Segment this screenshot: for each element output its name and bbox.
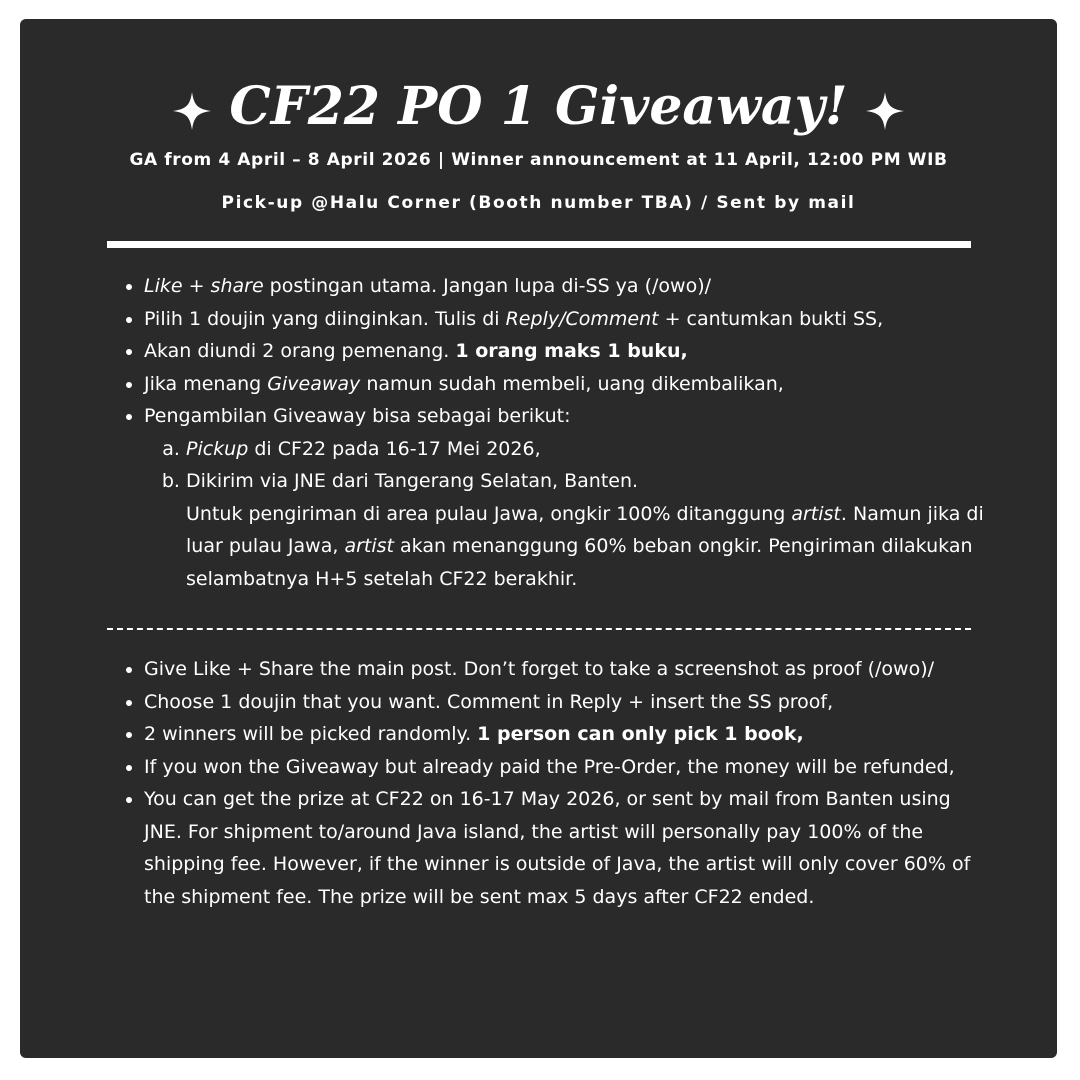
rules-list-english xyxy=(20,653,984,913)
list-item: • Pengambilan Giveaway bisa sebagai berikut: a. Pickup di CF22 pada 16-17 Mei 2026, b. Dikirim via JNE dari Tangerang Selatan, Banten. Untuk pengiriman di area pulau Jawa, ongkir 100% ditanggung artist. Namun jika di luar pulau Jawa, artist akan menanggung 60% beban ongkir. Pengiriman dilakukan selambatnya H+5 setelah CF22 berakhir. xyxy=(144,400,984,595)
title-text: CF22 PO 1 Giveaway! xyxy=(229,76,848,137)
rules-list-indonesian xyxy=(20,270,984,595)
list-item: • Choose 1 doujin that you want. Comment in Reply + insert the SS proof, xyxy=(144,686,984,719)
page-title xyxy=(20,77,1057,137)
list-item: • Akan diundi 2 orang pemenang. 1 orang maks 1 buku, xyxy=(144,335,984,368)
divider-solid xyxy=(107,241,971,248)
giveaway-card xyxy=(20,19,1057,1058)
list-item: • Jika menang Giveaway namun sudah membeli, uang dikembalikan, xyxy=(144,368,984,401)
list-item: • Like + share postingan utama. Jangan lupa di-SS ya (/owo)/ xyxy=(144,270,984,303)
subtitle-pickup: Pick-up @Halu Corner (Booth number TBA) / Sent by mail xyxy=(221,193,856,213)
list-item: • If you won the Giveaway but already paid the Pre-Order, the money will be refunded, xyxy=(144,751,984,784)
list-item: • Pilih 1 doujin yang diinginkan. Tulis di Reply/Comment + cantumkan bukti SS, xyxy=(144,303,984,336)
list-item: b. Dikirim via JNE dari Tangerang Selatan, Banten. Untuk pengiriman di area pulau Jawa, ongkir 100% ditanggung artist. Namun jika di luar pulau Jawa, artist akan menanggung 60% beban ongkir. Pengiriman dilakukan selambatnya H+5 setelah CF22 berakhir. xyxy=(186,465,984,595)
four-point-star-icon xyxy=(173,92,211,130)
subtitle-dates: GA from 4 April – 8 April 2026 | Winner announcement at 11 April, 12:00 PM WIB xyxy=(129,150,948,170)
list-item: • You can get the prize at CF22 on 16-17 May 2026, or sent by mail from Banten using JNE. For shipment to/around Java island, the artist will personally pay 100% of the shipping fee. However, if the winner is outside of Java, the artist will only cover 60% of the shipment fee. The prize will be sent max 5 days after CF22 ended. xyxy=(144,783,984,913)
divider-dashed xyxy=(107,628,971,630)
shipping-note: Untuk pengiriman di area pulau Jawa, ongkir 100% ditanggung artist. Namun jika di luar pulau Jawa, artist akan menanggung 60% beban ongkir. Pengiriman dilakukan selambatnya H+5 setelah CF22 berakhir. xyxy=(186,502,984,590)
pickup-options-list xyxy=(144,433,984,596)
list-item: a. Pickup di CF22 pada 16-17 Mei 2026, xyxy=(186,433,984,466)
list-item: • 2 winners will be picked randomly. 1 person can only pick 1 book, xyxy=(144,718,984,751)
four-point-star-icon xyxy=(866,92,904,130)
list-item: • Give Like + Share the main post. Don’t forget to take a screenshot as proof (/owo)/ xyxy=(144,653,984,686)
